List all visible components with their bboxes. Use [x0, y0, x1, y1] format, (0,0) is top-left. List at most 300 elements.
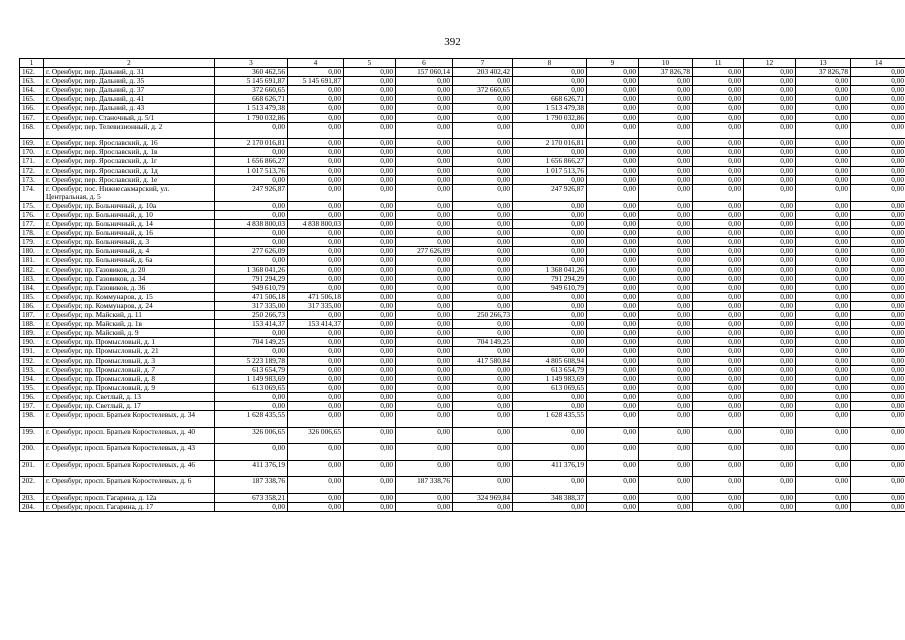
- amount-cell: 0,00: [215, 444, 288, 461]
- amount-cell: 0,00: [796, 86, 851, 95]
- amount-cell: 0,00: [396, 292, 453, 301]
- amount-cell: 0,00: [513, 86, 587, 95]
- amount-cell: 0,00: [639, 401, 693, 410]
- amount-cell: 277 626,09: [215, 247, 288, 256]
- address-cell: г. Оренбург, пер. Ярославский, д. 1г: [44, 157, 215, 166]
- table-row: [20, 401, 905, 410]
- amount-cell: 0,00: [396, 301, 453, 310]
- amount-cell: 0,00: [344, 139, 396, 148]
- row-number: 189.: [20, 329, 44, 338]
- amount-cell: 0,00: [288, 311, 344, 320]
- amount-cell: 0,00: [851, 184, 905, 201]
- amount-cell: 1 513 479,38: [215, 104, 288, 113]
- amount-cell: 668 626,71: [513, 95, 587, 104]
- row-number: 190.: [20, 338, 44, 347]
- address-cell: г. Оренбург, пер. Дальний, д. 35: [44, 77, 215, 86]
- amount-cell: 0,00: [344, 338, 396, 347]
- amount-cell: 0,00: [513, 401, 587, 410]
- amount-cell: 0,00: [288, 347, 344, 356]
- amount-cell: 0,00: [851, 104, 905, 113]
- amount-cell: 0,00: [344, 211, 396, 220]
- amount-cell: 0,00: [344, 166, 396, 175]
- table-row: [20, 211, 905, 220]
- amount-cell: 0,00: [796, 494, 851, 503]
- row-number: 184.: [20, 283, 44, 292]
- table-row: [20, 113, 905, 122]
- amount-cell: 0,00: [693, 104, 744, 113]
- amount-cell: 0,00: [587, 383, 639, 392]
- row-number: 162.: [20, 68, 44, 77]
- amount-cell: 0,00: [796, 338, 851, 347]
- row-number: 172.: [20, 166, 44, 175]
- amount-cell: 0,00: [344, 220, 396, 229]
- amount-cell: 0,00: [639, 365, 693, 374]
- amount-cell: 0,00: [851, 311, 905, 320]
- amount-cell: 0,00: [344, 256, 396, 265]
- amount-cell: 0,00: [453, 95, 513, 104]
- amount-cell: 0,00: [639, 95, 693, 104]
- amount-cell: 0,00: [396, 220, 453, 229]
- amount-cell: 0,00: [639, 503, 693, 512]
- amount-cell: 0,00: [587, 329, 639, 338]
- amount-cell: 0,00: [396, 113, 453, 122]
- amount-cell: 0,00: [744, 139, 796, 148]
- amount-cell: 0,00: [639, 247, 693, 256]
- amount-cell: 0,00: [796, 247, 851, 256]
- amount-cell: 0,00: [796, 148, 851, 157]
- repair-registry-table: [19, 58, 905, 512]
- amount-cell: 0,00: [639, 184, 693, 201]
- amount-cell: 0,00: [344, 320, 396, 329]
- amount-cell: 0,00: [344, 184, 396, 201]
- address-cell: г. Оренбург, пр. Светлый, д. 17: [44, 401, 215, 410]
- row-number: 191.: [20, 347, 44, 356]
- amount-cell: 5 223 189,78: [215, 356, 288, 365]
- row-number: 178.: [20, 229, 44, 238]
- page-number: 392: [444, 36, 461, 48]
- amount-cell: 0,00: [587, 113, 639, 122]
- amount-cell: 0,00: [851, 229, 905, 238]
- amount-cell: 0,00: [215, 122, 288, 139]
- row-number: 186.: [20, 301, 44, 310]
- amount-cell: 0,00: [453, 301, 513, 310]
- amount-cell: 0,00: [693, 347, 744, 356]
- amount-cell: 0,00: [796, 113, 851, 122]
- amount-cell: 0,00: [587, 444, 639, 461]
- amount-cell: 0,00: [851, 374, 905, 383]
- amount-cell: 0,00: [453, 238, 513, 247]
- amount-cell: 0,00: [453, 274, 513, 283]
- amount-cell: 0,00: [639, 301, 693, 310]
- row-number: 199.: [20, 427, 44, 444]
- row-number: 194.: [20, 374, 44, 383]
- table-row: [20, 365, 905, 374]
- amount-cell: 247 926,87: [215, 184, 288, 201]
- row-number: 180.: [20, 247, 44, 256]
- amount-cell: 0,00: [796, 175, 851, 184]
- amount-cell: 0,00: [513, 68, 587, 77]
- amount-cell: 1 790 032,86: [215, 113, 288, 122]
- amount-cell: 0,00: [344, 311, 396, 320]
- amount-cell: 0,00: [396, 320, 453, 329]
- amount-cell: 0,00: [744, 427, 796, 444]
- amount-cell: 0,00: [396, 265, 453, 274]
- amount-cell: 0,00: [513, 392, 587, 401]
- amount-cell: 704 149,25: [215, 338, 288, 347]
- amount-cell: 0,00: [396, 329, 453, 338]
- address-cell: г. Оренбург, пр. Промысловый, д. 8: [44, 374, 215, 383]
- amount-cell: 0,00: [396, 503, 453, 512]
- amount-cell: 1 149 983,69: [513, 374, 587, 383]
- amount-cell: 0,00: [344, 427, 396, 444]
- amount-cell: 0,00: [344, 265, 396, 274]
- amount-cell: 471 506,18: [288, 292, 344, 301]
- amount-cell: 0,00: [344, 494, 396, 503]
- amount-cell: 5 145 691,87: [215, 77, 288, 86]
- amount-cell: 668 626,71: [215, 95, 288, 104]
- amount-cell: 0,00: [513, 311, 587, 320]
- table-row: [20, 122, 905, 139]
- amount-cell: 0,00: [453, 184, 513, 201]
- amount-cell: 0,00: [851, 301, 905, 310]
- row-number: 168.: [20, 122, 44, 139]
- column-header: 11: [693, 59, 744, 68]
- amount-cell: 0,00: [744, 157, 796, 166]
- amount-cell: 0,00: [693, 392, 744, 401]
- amount-cell: 0,00: [453, 113, 513, 122]
- amount-cell: 0,00: [851, 95, 905, 104]
- amount-cell: 0,00: [693, 283, 744, 292]
- amount-cell: 247 926,87: [513, 184, 587, 201]
- amount-cell: 0,00: [851, 365, 905, 374]
- amount-cell: 0,00: [344, 356, 396, 365]
- amount-cell: 0,00: [396, 77, 453, 86]
- address-cell: г. Оренбург, просп. Братьев Коростелевых, д. 46: [44, 460, 215, 477]
- row-number: 183.: [20, 274, 44, 283]
- amount-cell: 0,00: [288, 122, 344, 139]
- address-cell: г. Оренбург, пр. Промысловый, д. 9: [44, 383, 215, 392]
- amount-cell: 326 006,65: [215, 427, 288, 444]
- amount-cell: 0,00: [587, 460, 639, 477]
- amount-cell: 0,00: [215, 175, 288, 184]
- amount-cell: 0,00: [288, 104, 344, 113]
- amount-cell: 0,00: [344, 411, 396, 428]
- amount-cell: 0,00: [344, 122, 396, 139]
- row-number: 188.: [20, 320, 44, 329]
- amount-cell: 0,00: [744, 283, 796, 292]
- amount-cell: 1 513 479,38: [513, 104, 587, 113]
- amount-cell: 0,00: [693, 365, 744, 374]
- amount-cell: 1 368 041,26: [513, 265, 587, 274]
- column-header: 5: [344, 59, 396, 68]
- amount-cell: 0,00: [639, 383, 693, 392]
- amount-cell: 0,00: [796, 95, 851, 104]
- amount-cell: 0,00: [288, 383, 344, 392]
- amount-cell: 0,00: [851, 211, 905, 220]
- amount-cell: 0,00: [453, 411, 513, 428]
- amount-cell: 0,00: [693, 166, 744, 175]
- amount-cell: 0,00: [744, 256, 796, 265]
- amount-cell: 187 338,76: [215, 477, 288, 494]
- row-number: 193.: [20, 365, 44, 374]
- amount-cell: 0,00: [744, 338, 796, 347]
- amount-cell: 0,00: [851, 274, 905, 283]
- row-number: 167.: [20, 113, 44, 122]
- amount-cell: 0,00: [639, 238, 693, 247]
- amount-cell: 0,00: [215, 256, 288, 265]
- amount-cell: 0,00: [288, 329, 344, 338]
- amount-cell: 0,00: [639, 460, 693, 477]
- amount-cell: 0,00: [587, 201, 639, 210]
- amount-cell: 0,00: [693, 229, 744, 238]
- amount-cell: 0,00: [513, 347, 587, 356]
- address-cell: г. Оренбург, пер. Дальний, д. 43: [44, 104, 215, 113]
- amount-cell: 0,00: [744, 374, 796, 383]
- amount-cell: 613 654,79: [215, 365, 288, 374]
- amount-cell: 0,00: [396, 383, 453, 392]
- amount-cell: 0,00: [851, 356, 905, 365]
- amount-cell: 0,00: [453, 211, 513, 220]
- amount-cell: 0,00: [453, 166, 513, 175]
- amount-cell: 0,00: [796, 77, 851, 86]
- amount-cell: 0,00: [288, 356, 344, 365]
- column-number-row: [20, 59, 905, 68]
- amount-cell: 0,00: [215, 503, 288, 512]
- amount-cell: 0,00: [796, 411, 851, 428]
- amount-cell: 0,00: [453, 347, 513, 356]
- amount-cell: 0,00: [587, 411, 639, 428]
- amount-cell: 0,00: [587, 503, 639, 512]
- amount-cell: 0,00: [639, 427, 693, 444]
- address-cell: г. Оренбург, просп. Гагарина, д. 12а: [44, 494, 215, 503]
- address-cell: г. Оренбург, пр. Больничный, д. 6а: [44, 256, 215, 265]
- amount-cell: 0,00: [288, 148, 344, 157]
- address-cell: г. Оренбург, пр. Больничный, д. 10а: [44, 201, 215, 210]
- amount-cell: 0,00: [344, 157, 396, 166]
- row-number: 185.: [20, 292, 44, 301]
- amount-cell: 0,00: [639, 148, 693, 157]
- address-cell: г. Оренбург, пр. Больничный, д. 16: [44, 229, 215, 238]
- row-number: 187.: [20, 311, 44, 320]
- row-number: 170.: [20, 148, 44, 157]
- amount-cell: 0,00: [796, 311, 851, 320]
- amount-cell: 0,00: [587, 401, 639, 410]
- amount-cell: 0,00: [744, 95, 796, 104]
- amount-cell: 0,00: [796, 301, 851, 310]
- amount-cell: 0,00: [513, 77, 587, 86]
- amount-cell: 157 060,14: [396, 68, 453, 77]
- amount-cell: 4 805 608,94: [513, 356, 587, 365]
- address-cell: г. Оренбург, пр. Газовиков, д. 36: [44, 283, 215, 292]
- amount-cell: 0,00: [851, 338, 905, 347]
- amount-cell: 0,00: [288, 95, 344, 104]
- amount-cell: 1 656 866,27: [215, 157, 288, 166]
- amount-cell: 0,00: [744, 460, 796, 477]
- amount-cell: 0,00: [396, 139, 453, 148]
- address-cell: г. Оренбург, просп. Братьев Коростелевых, д. 6: [44, 477, 215, 494]
- amount-cell: 0,00: [693, 444, 744, 461]
- column-header: 14: [851, 59, 905, 68]
- amount-cell: 0,00: [693, 301, 744, 310]
- amount-cell: 0,00: [796, 477, 851, 494]
- amount-cell: 0,00: [851, 383, 905, 392]
- amount-cell: 411 376,19: [215, 460, 288, 477]
- amount-cell: 0,00: [693, 292, 744, 301]
- amount-cell: 250 266,73: [215, 311, 288, 320]
- table-row: [20, 104, 905, 113]
- amount-cell: 0,00: [587, 211, 639, 220]
- amount-cell: 613 654,79: [513, 365, 587, 374]
- amount-cell: 0,00: [344, 365, 396, 374]
- amount-cell: 0,00: [288, 166, 344, 175]
- amount-cell: 0,00: [396, 411, 453, 428]
- amount-cell: 0,00: [344, 68, 396, 77]
- amount-cell: 0,00: [693, 139, 744, 148]
- row-number: 174.: [20, 184, 44, 201]
- address-cell: г. Оренбург, пр. Промысловый, д. 1: [44, 338, 215, 347]
- table-row: [20, 460, 905, 477]
- amount-cell: 0,00: [587, 122, 639, 139]
- amount-cell: 0,00: [851, 401, 905, 410]
- amount-cell: 0,00: [639, 494, 693, 503]
- amount-cell: 0,00: [396, 347, 453, 356]
- column-header: 13: [796, 59, 851, 68]
- table-row: [20, 157, 905, 166]
- amount-cell: 1 790 032,86: [513, 113, 587, 122]
- amount-cell: 0,00: [744, 247, 796, 256]
- address-cell: г. Оренбург, пер. Ярославский, д. 1е: [44, 175, 215, 184]
- amount-cell: 0,00: [796, 265, 851, 274]
- amount-cell: 0,00: [215, 238, 288, 247]
- amount-cell: 0,00: [851, 247, 905, 256]
- amount-cell: 0,00: [693, 157, 744, 166]
- amount-cell: 0,00: [344, 148, 396, 157]
- amount-cell: 0,00: [639, 392, 693, 401]
- amount-cell: 0,00: [639, 157, 693, 166]
- row-number: 176.: [20, 211, 44, 220]
- amount-cell: 0,00: [344, 283, 396, 292]
- address-cell: г. Оренбург, пер. Дальний, д. 37: [44, 86, 215, 95]
- amount-cell: 0,00: [693, 427, 744, 444]
- amount-cell: 0,00: [396, 460, 453, 477]
- column-header: 6: [396, 59, 453, 68]
- row-number: 177.: [20, 220, 44, 229]
- table-row: [20, 247, 905, 256]
- amount-cell: 0,00: [639, 139, 693, 148]
- amount-cell: 0,00: [453, 427, 513, 444]
- amount-cell: 0,00: [693, 356, 744, 365]
- amount-cell: 0,00: [796, 238, 851, 247]
- amount-cell: 0,00: [344, 347, 396, 356]
- table-row: [20, 148, 905, 157]
- table-row: [20, 329, 905, 338]
- amount-cell: 0,00: [796, 139, 851, 148]
- amount-cell: 0,00: [744, 356, 796, 365]
- amount-cell: 0,00: [288, 175, 344, 184]
- amount-cell: 0,00: [851, 148, 905, 157]
- amount-cell: 0,00: [851, 292, 905, 301]
- amount-cell: 0,00: [396, 427, 453, 444]
- amount-cell: 0,00: [344, 383, 396, 392]
- amount-cell: 0,00: [796, 392, 851, 401]
- amount-cell: 0,00: [744, 320, 796, 329]
- amount-cell: 0,00: [693, 95, 744, 104]
- column-header: 7: [453, 59, 513, 68]
- amount-cell: 0,00: [639, 211, 693, 220]
- row-number: 175.: [20, 201, 44, 210]
- row-number: 179.: [20, 238, 44, 247]
- amount-cell: 0,00: [744, 477, 796, 494]
- amount-cell: 0,00: [513, 292, 587, 301]
- table-row: [20, 166, 905, 175]
- amount-cell: 0,00: [639, 347, 693, 356]
- amount-cell: 0,00: [639, 175, 693, 184]
- table-row: [20, 86, 905, 95]
- table-row: [20, 347, 905, 356]
- amount-cell: 0,00: [288, 283, 344, 292]
- amount-cell: 153 414,37: [288, 320, 344, 329]
- amount-cell: 0,00: [744, 113, 796, 122]
- amount-cell: 791 294,29: [215, 274, 288, 283]
- amount-cell: 0,00: [453, 220, 513, 229]
- amount-cell: 0,00: [453, 122, 513, 139]
- amount-cell: 0,00: [744, 77, 796, 86]
- amount-cell: 0,00: [288, 86, 344, 95]
- amount-cell: 0,00: [344, 477, 396, 494]
- amount-cell: 0,00: [453, 374, 513, 383]
- address-cell: г. Оренбург, пер. Ярославский, д. 1д: [44, 166, 215, 175]
- amount-cell: 0,00: [453, 265, 513, 274]
- amount-cell: 0,00: [453, 175, 513, 184]
- amount-cell: 0,00: [396, 311, 453, 320]
- amount-cell: 0,00: [453, 292, 513, 301]
- row-number: 202.: [20, 477, 44, 494]
- amount-cell: 0,00: [587, 301, 639, 310]
- table-row: [20, 374, 905, 383]
- address-cell: г. Оренбург, пр. Майский, д. 1в: [44, 320, 215, 329]
- amount-cell: 0,00: [693, 77, 744, 86]
- amount-cell: 0,00: [453, 104, 513, 113]
- amount-cell: 0,00: [744, 292, 796, 301]
- amount-cell: 0,00: [396, 256, 453, 265]
- amount-cell: 0,00: [215, 392, 288, 401]
- amount-cell: 0,00: [453, 383, 513, 392]
- amount-cell: 0,00: [344, 113, 396, 122]
- amount-cell: 0,00: [453, 148, 513, 157]
- amount-cell: 0,00: [639, 229, 693, 238]
- amount-cell: 0,00: [693, 122, 744, 139]
- address-cell: г. Оренбург, пер. Телевизионный, д. 2: [44, 122, 215, 139]
- amount-cell: 0,00: [453, 77, 513, 86]
- address-cell: г. Оренбург, пр. Газовиков, д. 20: [44, 265, 215, 274]
- amount-cell: 1 017 513,76: [215, 166, 288, 175]
- amount-cell: 0,00: [851, 503, 905, 512]
- column-header: 12: [744, 59, 796, 68]
- amount-cell: 0,00: [396, 356, 453, 365]
- amount-cell: 0,00: [344, 392, 396, 401]
- amount-cell: 0,00: [215, 201, 288, 210]
- amount-cell: 0,00: [453, 247, 513, 256]
- amount-cell: 0,00: [396, 184, 453, 201]
- amount-cell: 0,00: [639, 104, 693, 113]
- amount-cell: 704 149,25: [453, 338, 513, 347]
- amount-cell: 0,00: [796, 201, 851, 210]
- amount-cell: 0,00: [796, 292, 851, 301]
- row-number: 203.: [20, 494, 44, 503]
- amount-cell: 0,00: [396, 86, 453, 95]
- amount-cell: 0,00: [851, 122, 905, 139]
- amount-cell: 949 610,79: [513, 283, 587, 292]
